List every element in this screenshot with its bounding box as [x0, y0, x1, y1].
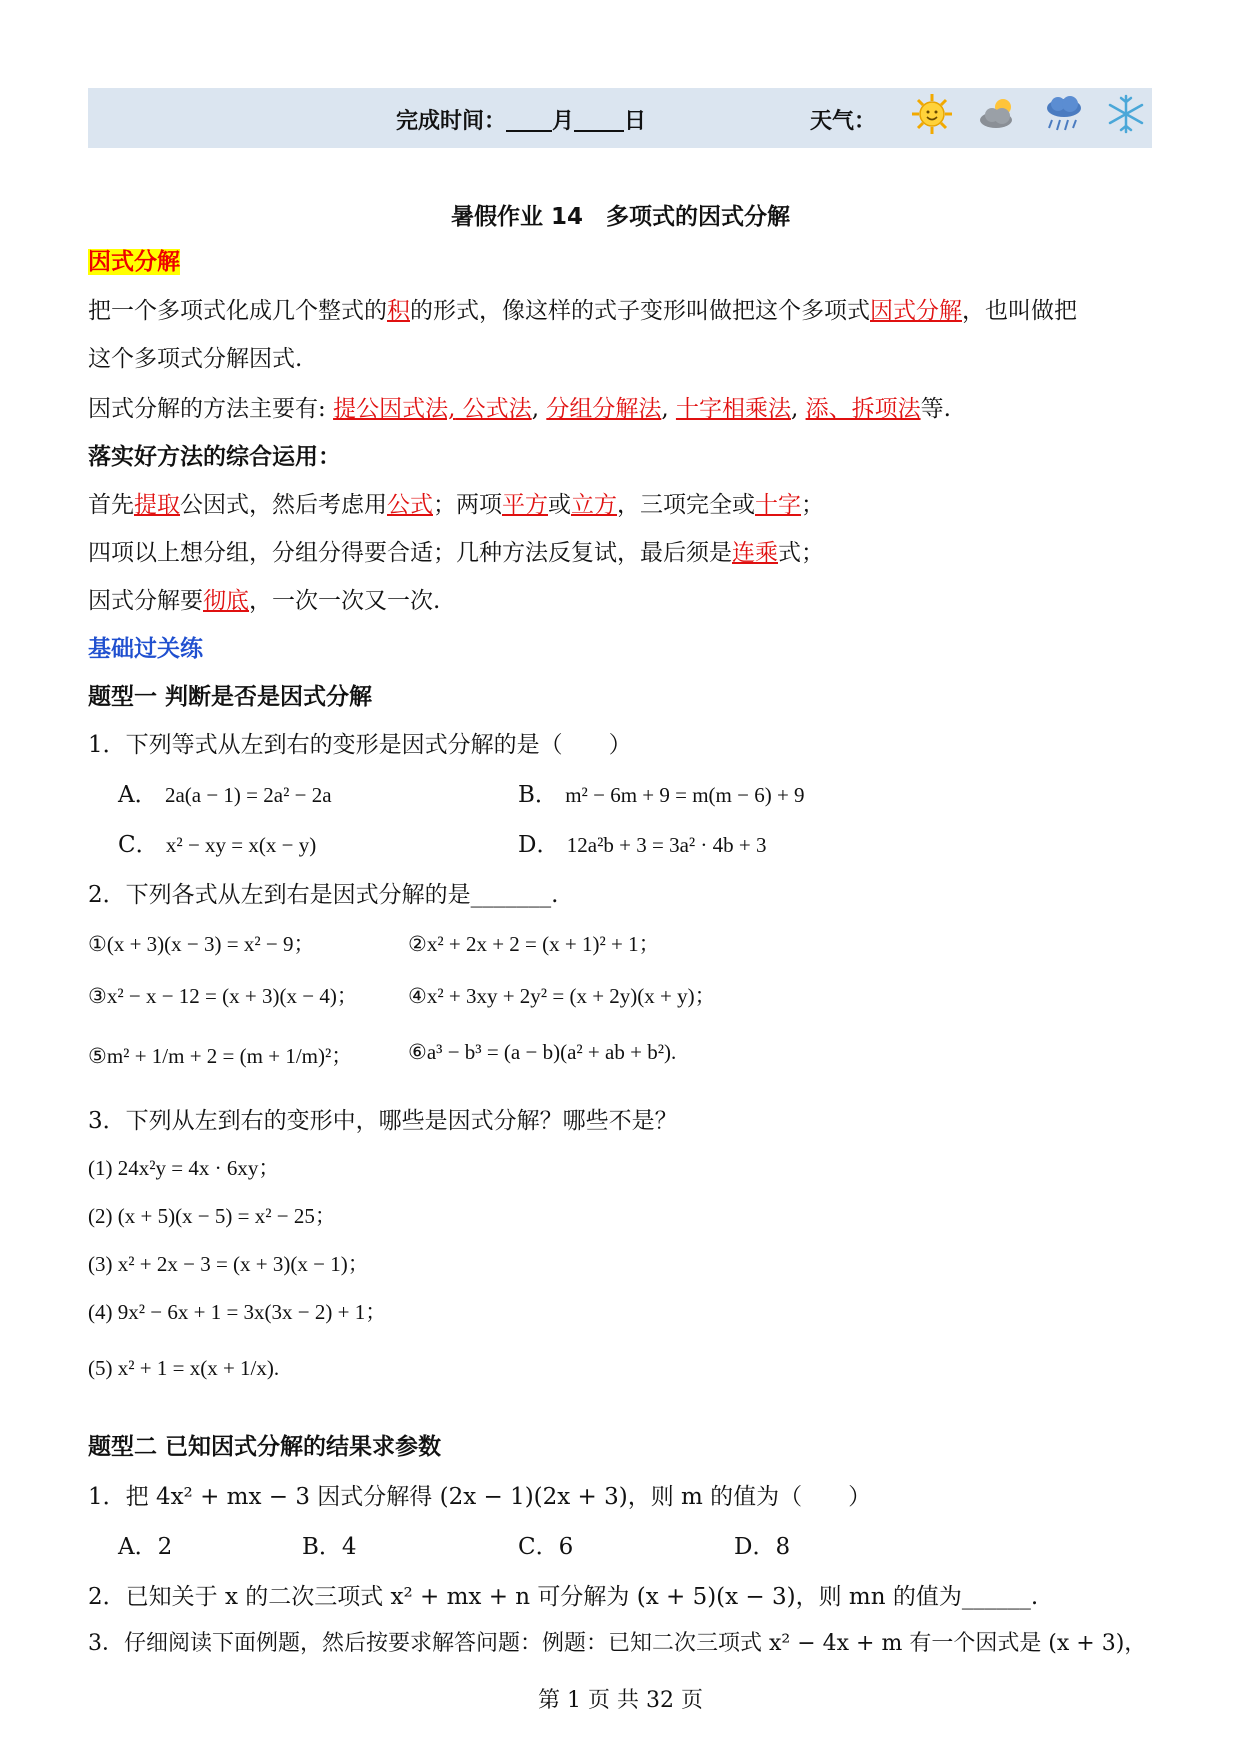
- q1-option-c: [118, 826, 316, 859]
- q2-item-1: ①(x + 3)(x − 3) = x² − 9；: [88, 932, 315, 956]
- verse-line-2: [88, 534, 824, 567]
- q1-option-d: [518, 826, 767, 859]
- q2-item-4: ④x² + 3xy + 2y² = (x + 2y)(x + y)；: [408, 984, 716, 1008]
- weather-label: 天气：: [810, 109, 877, 134]
- type1-q1: 1．下列等式从左到右的变形是因式分解的是（ ）: [88, 732, 632, 758]
- type1-q3: 3．下列从左到右的变形中，哪些是因式分解？哪些不是？: [88, 1108, 678, 1134]
- page-title: 暑假作业 14 多项式的因式分解: [450, 204, 790, 230]
- q3-item-3: (3) x² + 2x − 3 = (x + 3)(x − 1)；: [88, 1252, 369, 1276]
- keyword: 平方: [502, 492, 548, 518]
- type1-heading: 题型一 判断是否是因式分解: [88, 684, 373, 710]
- day-blank: [574, 108, 624, 132]
- q3-item-2: (2) (x + 5)(x − 5) = x² − 25；: [88, 1204, 336, 1228]
- option-expr: 12a²b + 3 = 3a² · 4b + 3: [566, 833, 767, 857]
- definition-line-1: [88, 292, 1077, 325]
- q2-item-2: ②x² + 2x + 2 = (x + 1)² + 1；: [408, 932, 660, 956]
- text: ；两项: [433, 492, 502, 518]
- completion-label: 完成时间：: [396, 109, 507, 134]
- keyword: 公式: [387, 492, 433, 518]
- text: 等.: [920, 396, 951, 422]
- t2-q1-option-a: A．2: [118, 1534, 173, 1560]
- month-label: 月: [552, 109, 575, 134]
- q2-item-6: ⑥a³ − b³ = (a − b)(a² + ab + b²).: [408, 1040, 677, 1064]
- text: 首先: [88, 492, 134, 518]
- verse-line-3: [88, 582, 440, 615]
- type2-q2: 2．已知关于 x 的二次三项式 x² + mx + n 可分解为 (x + 5)(x − 3)，则 mn 的值为______.: [88, 1584, 1039, 1610]
- type2-q1: 1．把 4x² + mx − 3 因式分解得 (2x − 1)(2x + 3)，则 m 的值为（ ）: [88, 1484, 872, 1510]
- text: 因式分解要: [88, 588, 203, 614]
- t2-q1-option-c: C．6: [518, 1534, 574, 1560]
- day-label: 日: [624, 109, 647, 134]
- option-expr: 2a(a − 1) = 2a² − 2a: [164, 783, 332, 807]
- q3-item-5: (5) x² + 1 = x(x + 1/x).: [88, 1356, 280, 1380]
- keyword: 提公因式法,: [333, 396, 456, 422]
- text: ，也叫做把: [962, 298, 1077, 324]
- text: 把一个多项式化成几个整式的: [88, 298, 387, 324]
- text: 因式分解的方法主要有:: [88, 396, 334, 422]
- option-expr: m² − 6m + 9 = m(m − 6) + 9: [565, 783, 805, 807]
- keyword: 立方: [571, 492, 617, 518]
- q2-item-3: ③x² − x − 12 = (x + 3)(x − 4)；: [88, 984, 358, 1008]
- option-label: B．: [518, 782, 558, 808]
- q1-option-b: [518, 776, 805, 809]
- text: 公因式，然后考虑用: [180, 492, 387, 518]
- keyword: 十字: [755, 492, 801, 518]
- cloudy-icon: [976, 92, 1020, 136]
- keyword: 公式法: [455, 396, 532, 422]
- keyword: 分组分解法: [546, 396, 662, 422]
- methods-line: 因式分解的方法主要有: 提公因式法, 公式法, 分组分解法, 十字相乘法, 添、拆项法等.: [88, 396, 951, 422]
- option-label: D．: [518, 832, 560, 858]
- highlighted-heading: 因式分解: [88, 249, 180, 275]
- sun-icon: [910, 92, 954, 136]
- basic-practice-heading: 基础过关练: [88, 636, 203, 662]
- type2-heading: 题型二 已知因式分解的结果求参数: [88, 1434, 442, 1460]
- type2-q3: 3．仔细阅读下面例题，然后按要求解答问题：例题：已知二次三项式 x² − 4x + m 有一个因式是 (x + 3)，: [88, 1631, 1147, 1656]
- text: 式；: [778, 540, 824, 566]
- definition-line-2: 这个多项式分解因式.: [88, 346, 303, 372]
- q1-option-a: [118, 776, 332, 809]
- page-footer: 第 1 页 共 32 页: [538, 1688, 703, 1713]
- text: 四项以上想分组，分组分得要合适；几种方法反复试，最后须是: [88, 540, 732, 566]
- snow-icon: [1104, 92, 1148, 136]
- keyword: 添、拆项法: [805, 396, 921, 422]
- option-expr: x² − xy = x(x − y): [165, 833, 317, 857]
- section-heading-factorization: [88, 243, 180, 276]
- keyword: 积: [387, 298, 410, 324]
- keyword: 彻底: [203, 588, 249, 614]
- month-blank: [506, 108, 552, 132]
- t2-q1-option-b: B．4: [302, 1534, 357, 1560]
- text: 或: [548, 492, 571, 518]
- verse-line-1: [88, 486, 824, 519]
- text: 的形式，像这样的式子变形叫做把这个多项式: [410, 298, 870, 324]
- option-label: A．: [118, 782, 158, 808]
- q2-item-5: ⑤m² + 1/m + 2 = (m + 1/m)²；: [88, 1044, 353, 1068]
- q3-item-4: (4) 9x² − 6x + 1 = 3x(3x − 2) + 1；: [88, 1300, 387, 1324]
- keyword: 提取: [134, 492, 180, 518]
- t2-q1-option-d: D．8: [734, 1534, 791, 1560]
- text: ；: [801, 492, 824, 518]
- combined-heading: 落实好方法的综合运用：: [88, 444, 341, 470]
- type1-q2: 2．下列各式从左到右是因式分解的是_______.: [88, 882, 559, 908]
- q3-item-1: (1) 24x²y = 4x · 6xy；: [88, 1156, 280, 1180]
- keyword: 十字相乘法: [675, 396, 791, 422]
- option-label: C．: [118, 832, 159, 858]
- keyword: 因式分解: [870, 298, 962, 324]
- rain-icon: [1042, 92, 1086, 136]
- text: ，三项完全或: [617, 492, 755, 518]
- keyword: 连乘: [732, 540, 778, 566]
- text: ，一次一次又一次.: [249, 588, 441, 614]
- completion-time: [396, 104, 646, 135]
